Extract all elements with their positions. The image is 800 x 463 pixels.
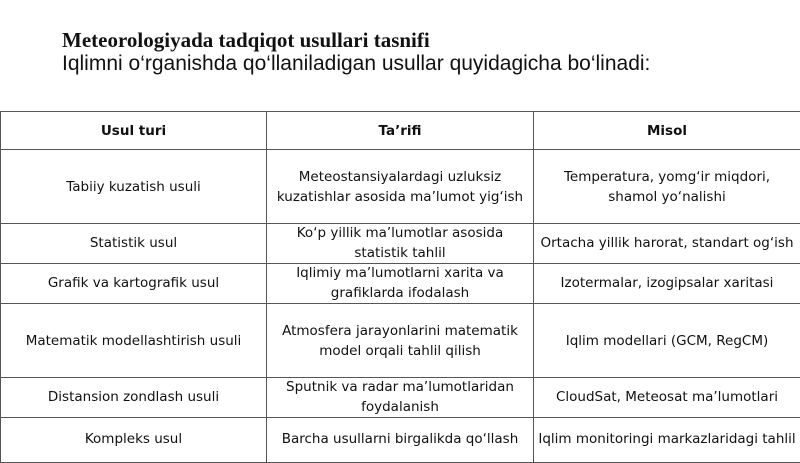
column-header-method-type: Usul turi: [1, 112, 267, 150]
example-cell: [534, 304, 800, 378]
table-row: [1, 418, 800, 463]
table-row: [1, 378, 800, 418]
table-row: [1, 304, 800, 378]
example-text: Iqlim monitoringi markazlaridagi tahlil: [538, 429, 796, 449]
page-title: Meteorologiyada tadqiqot usullari tasnifi: [62, 28, 430, 53]
table-row: [1, 264, 800, 304]
method-type-cell: [1, 418, 267, 463]
method-type-cell: [1, 264, 267, 304]
example-cell: [534, 378, 800, 418]
example-cell: [534, 418, 800, 463]
example-cell: [534, 264, 800, 304]
definition-text: Iqlimiy ma’lumotlarni xarita va grafiklarda ifodalash: [271, 264, 529, 303]
method-type-cell: [1, 224, 267, 264]
example-text: Iqlim modellari (GCM, RegCM): [538, 331, 796, 351]
definition-text: Meteostansiyalardagi uzluksiz kuzatishlar asosida ma’lumot yig‘ish: [271, 167, 529, 207]
methods-table: [0, 111, 800, 463]
definition-cell: [267, 304, 534, 378]
definition-cell: [267, 264, 534, 304]
method-type-cell: [1, 304, 267, 378]
method-type-text: Kompleks usul: [5, 429, 262, 449]
page-subtitle: Iqlimni o‘rganishda qo‘llaniladigan usullar quyidagicha bo‘linadi:: [62, 52, 650, 76]
definition-text: Atmosfera jarayonlarini matematik model orqali tahlil qilish: [271, 321, 529, 361]
definition-cell: [267, 150, 534, 224]
definition-cell: [267, 378, 534, 418]
example-text: Temperatura, yomg‘ir miqdori, shamol yo‘nalishi: [538, 167, 796, 207]
method-type-text: Statistik usul: [5, 233, 262, 253]
definition-text: Sputnik va radar ma’lumotlaridan foydalanish: [271, 378, 529, 417]
column-header-definition: Ta’rifi: [267, 112, 534, 150]
method-type-text: Distansion zondlash usuli: [5, 387, 262, 407]
example-cell: [534, 224, 800, 264]
example-text: Ortacha yillik harorat, standart og‘ish: [538, 233, 796, 253]
table-header-row: [1, 112, 800, 150]
example-cell: [534, 150, 800, 224]
column-header-example: Misol: [534, 112, 800, 150]
definition-text: Barcha usullarni birgalikda qo‘llash: [271, 429, 529, 449]
method-type-cell: [1, 378, 267, 418]
method-type-cell: [1, 150, 267, 224]
method-type-text: Grafik va kartografik usul: [5, 273, 262, 293]
method-type-text: Matematik modellashtirish usuli: [5, 331, 262, 351]
example-text: Izotermalar, izogipsalar xaritasi: [538, 273, 796, 293]
definition-text: Ko‘p yillik ma’lumotlar asosida statistik tahlil: [271, 224, 529, 263]
definition-cell: [267, 224, 534, 264]
example-text: CloudSat, Meteosat ma’lumotlari: [538, 387, 796, 407]
definition-cell: [267, 418, 534, 463]
table-row: [1, 224, 800, 264]
table-row: [1, 150, 800, 224]
method-type-text: Tabiiy kuzatish usuli: [5, 177, 262, 197]
